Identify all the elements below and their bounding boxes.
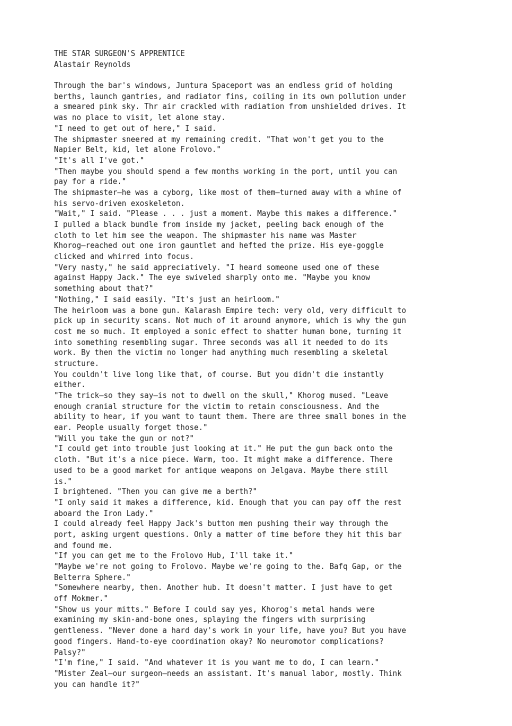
text-line: used to be a good market for antique weapons on Jelgava. Maybe there still xyxy=(54,465,389,475)
text-line: I pulled a black bundle from inside my jacket, peeling back enough of the xyxy=(54,220,384,229)
text-line: "Nothing," I said easily. "It's just an heirloom." xyxy=(54,294,280,304)
text-line: structure. xyxy=(54,358,100,368)
text-line: off Mokmer." xyxy=(54,594,109,604)
text-line: Napier Belt, kid, let alone Frolovo." xyxy=(54,145,222,155)
text-line: either. xyxy=(54,380,86,390)
text-line: "Very nasty," he said appreciatively. "I heard someone used one of these xyxy=(54,262,380,272)
text-line: berths, launch gantries, and radiator fins, coiling in its own pollution under xyxy=(54,91,407,101)
text-line: into something resembling sugar. Three seconds was all it needed to do its xyxy=(54,337,389,347)
text-line: "The trick—so they say—is not to dwell on the skull," Khorog mused. "Leave xyxy=(54,391,389,400)
text-line: "I'm fine," I said. "And whatever it is you want me to do, I can learn." xyxy=(54,658,380,668)
text-line: and found me. xyxy=(54,540,113,550)
text-line: The shipmaster—he was a cyborg, like most of them—turned away with a whine of xyxy=(54,187,402,197)
text-line: "Maybe we're not going to Frolovo. Maybe we're going to the. Bafq Gap, or the xyxy=(54,562,402,571)
text-line: his servo-driven exoskeleton. xyxy=(54,198,185,208)
text-line: work. By then the victim no longer had anything much resembling a skeletal xyxy=(54,348,389,358)
text-line: Palsy?" xyxy=(54,647,86,657)
text-line: "It's all I've got." xyxy=(54,155,145,165)
text-line: The shipmaster sneered at my remaining credit. "That won't get you to the xyxy=(54,134,384,144)
text-line: cost me so much. It employed a sonic effect to shatter human bone, turning it xyxy=(54,326,402,336)
text-line: enough cranial structure for the victim to retain consciousness. And the xyxy=(54,401,380,411)
text-line: pick up in security scans. Not much of it around anymore, which is why the gun xyxy=(54,316,407,326)
text-line: "Then maybe you should spend a few months working in the port, until you can xyxy=(54,166,398,176)
text-line: good fingers. Hand-to-eye coordination okay? No neuromotor complications? xyxy=(54,636,384,646)
text-line: "Will you take the gun or not?" xyxy=(54,433,194,443)
text-line: ability to hear, if you want to taunt them. There are three small bones in the xyxy=(54,412,407,422)
text-line: you can handle it?" xyxy=(54,679,140,689)
text-line: against Happy Jack." The eye swiveled sharply onto me. "Maybe you know xyxy=(54,273,371,283)
document-title: THE STAR SURGEON'S APPRENTICE xyxy=(54,49,185,58)
text-line: a smeared pink sky. Thr air crackled with radiation from unshielded drives. It xyxy=(54,102,407,112)
text-line: "If you can get me to the Frolovo Hub, I'll take it." xyxy=(54,551,294,561)
text-line: You couldn't live long like that, of course. But you didn't die instantly xyxy=(54,369,384,379)
text-line: cloth. "But it's a nice piece. Warm, too. It might make a difference. There xyxy=(54,455,393,465)
text-line: aboard the Iron Lady." xyxy=(54,508,154,518)
text-line: Belterra Sphere." xyxy=(54,572,131,582)
text-line: "Somewhere nearby, then. Another hub. It doesn't matter. I just have to get xyxy=(54,583,393,593)
text-line: Through the bar's windows, Juntura Spaceport was an endless grid of holding xyxy=(54,81,393,91)
text-line: cloth to let him see the weapon. The shipmaster his name was Master xyxy=(54,230,357,240)
document-author: Alastair Reynolds xyxy=(54,59,131,69)
text-line: pay for a ride." xyxy=(54,177,127,187)
text-line: port, asking urgent questions. Only a matter of time before they hit this bar xyxy=(54,529,402,539)
text-line: "I need to get out of here," I said. xyxy=(54,123,217,133)
text-line: examining my skin-and-bone ones, splaying the fingers with surprising xyxy=(54,615,366,625)
text-line: ear. People usually forget those." xyxy=(54,423,208,433)
text-line: is." xyxy=(54,476,73,486)
text-line: was no place to visit, let alone stay. xyxy=(54,113,226,123)
text-line: "Show us your mitts." Before I could say yes, Khorog's metal hands were xyxy=(54,604,375,614)
text-line: I brightened. "Then you can give me a berth?" xyxy=(54,487,258,497)
text-line: "I could get into trouble just looking at it." He put the gun back onto the xyxy=(54,444,393,454)
text-line: The heirloom was a bone gun. Kalarash Empire tech: very old, very difficult to xyxy=(54,305,407,315)
text-line: "Mister Zeal—our surgeon—needs an assistant. It's manual labor, mostly. Think xyxy=(54,668,402,678)
text-line: something about that?" xyxy=(54,284,154,294)
text-line: clicked and whirred into focus. xyxy=(54,252,194,262)
text-line: Khorog—reached out one iron gauntlet and hefted the prize. His eye-goggle xyxy=(54,241,384,251)
text-line xyxy=(54,70,474,81)
story-text xyxy=(54,49,474,690)
text-line: "I only said it makes a difference, kid. Enough that you can pay off the rest xyxy=(54,497,402,507)
text-line: gentleness. "Never done a hard day's work in your life, have you? But you have xyxy=(54,626,407,636)
text-line: I could already feel Happy Jack's button men pushing their way through the xyxy=(54,519,389,529)
text-line: "Wait," I said. "Please . . . just a moment. Maybe this makes a difference." xyxy=(54,209,398,219)
